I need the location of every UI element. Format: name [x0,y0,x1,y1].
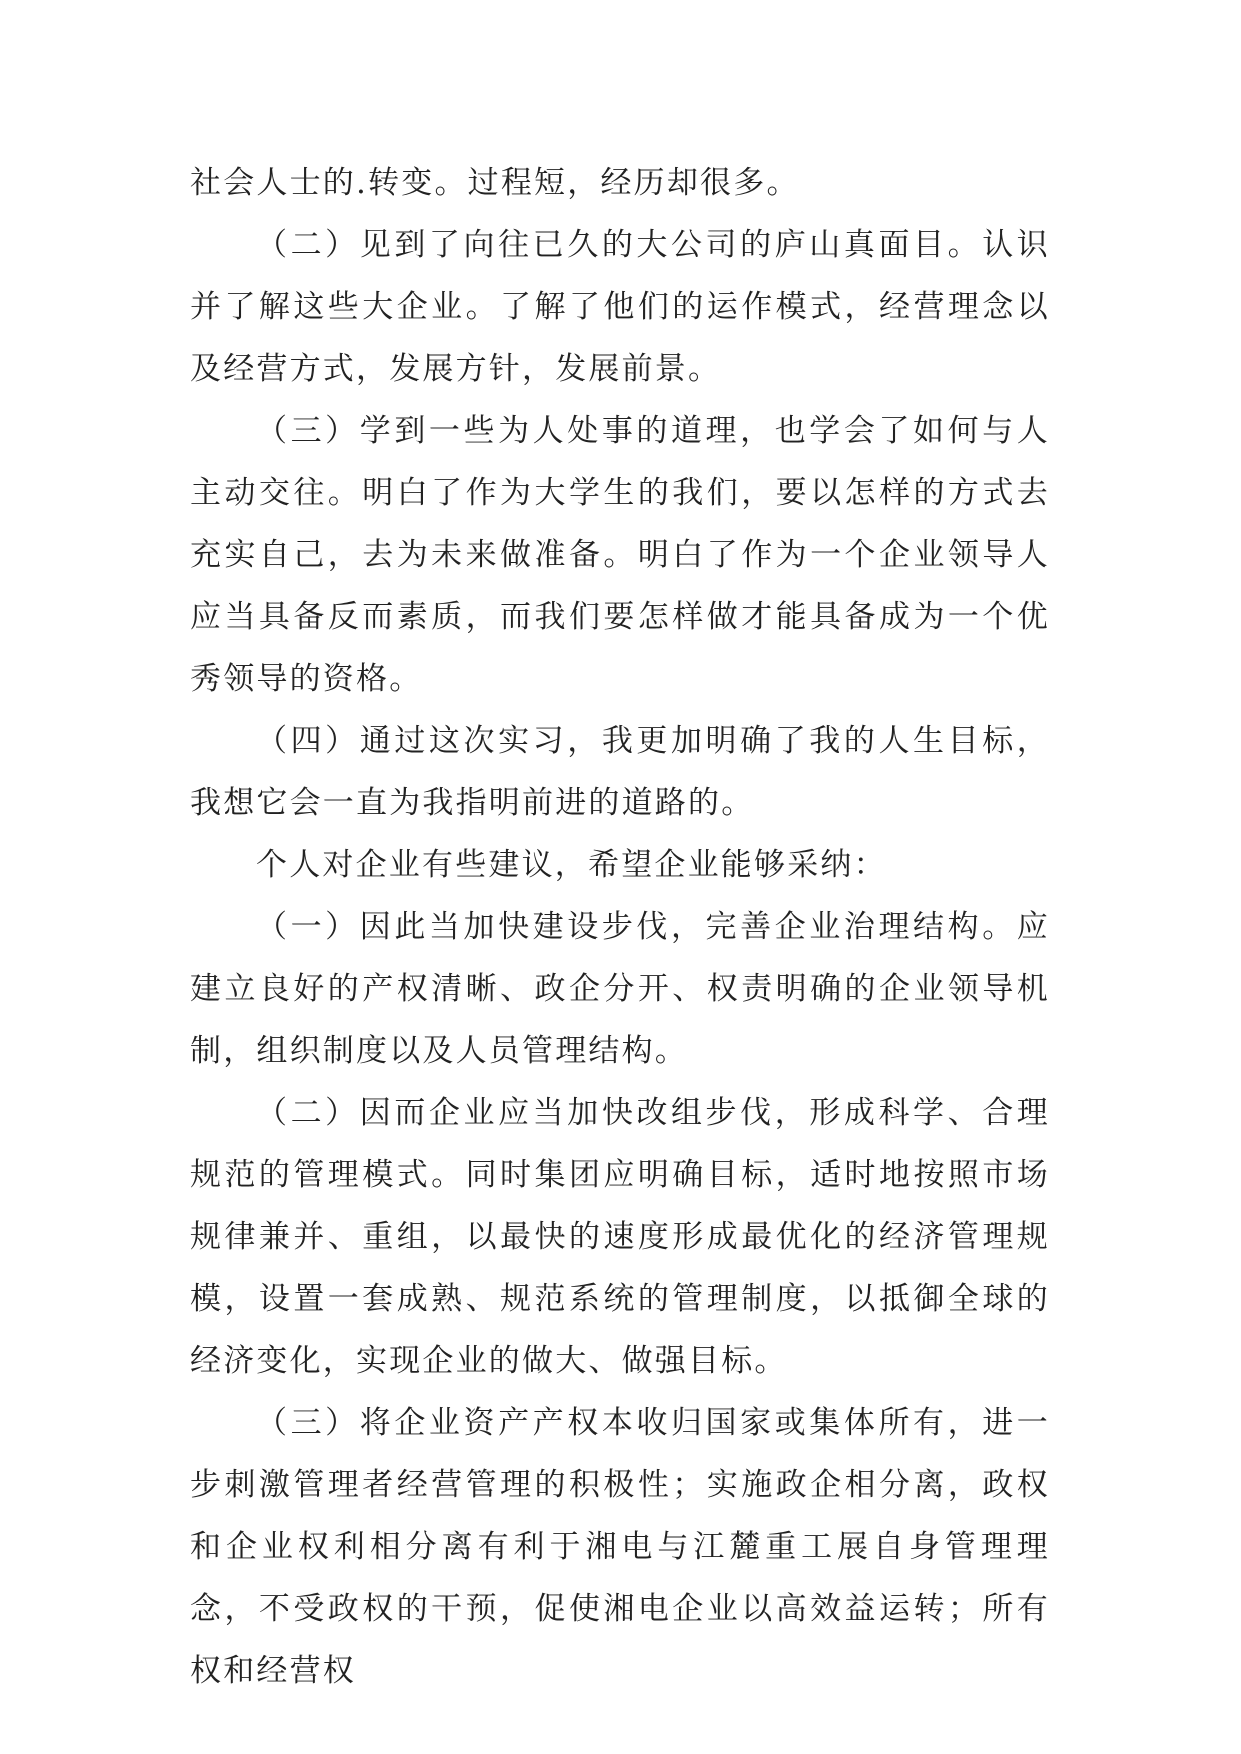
paragraph-suggestion-one: （一）因此当加快建设步伐，完善企业治理结构。应建立良好的产权清晰、政企分开、权责明确的企业领导机制，组织制度以及人员管理结构。 [190,909,1050,1069]
paragraph-suggestion-three: （三）将企业资产产权本收归国家或集体所有，进一步刺激管理者经营管理的积极性；实施政企相分离，政权和企业权利相分离有利于湘电与江麓重工展自身管理理念，不受政权的干预，促使湘电企业以高效益运转；所有权和经营权 [190,1405,1050,1689]
paragraph-continuation: 社会人士的.转变。过程短，经历却很多。 [190,165,800,201]
document-body [190,152,1050,1702]
paragraph-point-two: （二）见到了向往已久的大公司的庐山真面目。认识并了解这些大企业。了解了他们的运作模式，经营理念以及经营方式，发展方针，发展前景。 [190,227,1050,387]
paragraph-suggestions-intro: 个人对企业有些建议，希望企业能够采纳： [256,847,887,883]
paragraph-point-three: （三）学到一些为人处事的道理，也学会了如何与人主动交往。明白了作为大学生的我们，要以怎样的方式去充实自己，去为未来做准备。明白了作为一个企业领导人应当具备反而素质，而我们要怎样做才能具备成为一个优秀领导的资格。 [190,413,1050,697]
paragraph-suggestion-two: （二）因而企业应当加快改组步伐，形成科学、合理规范的管理模式。同时集团应明确目标，适时地按照市场规律兼并、重组，以最快的速度形成最优化的经济管理规模，设置一套成熟、规范系统的管理制度，以抵御全球的经济变化，实现企业的做大、做强目标。 [190,1095,1050,1379]
paragraph-point-four: （四）通过这次实习，我更加明确了我的人生目标，我想它会一直为我指明前进的道路的。 [190,723,1050,821]
